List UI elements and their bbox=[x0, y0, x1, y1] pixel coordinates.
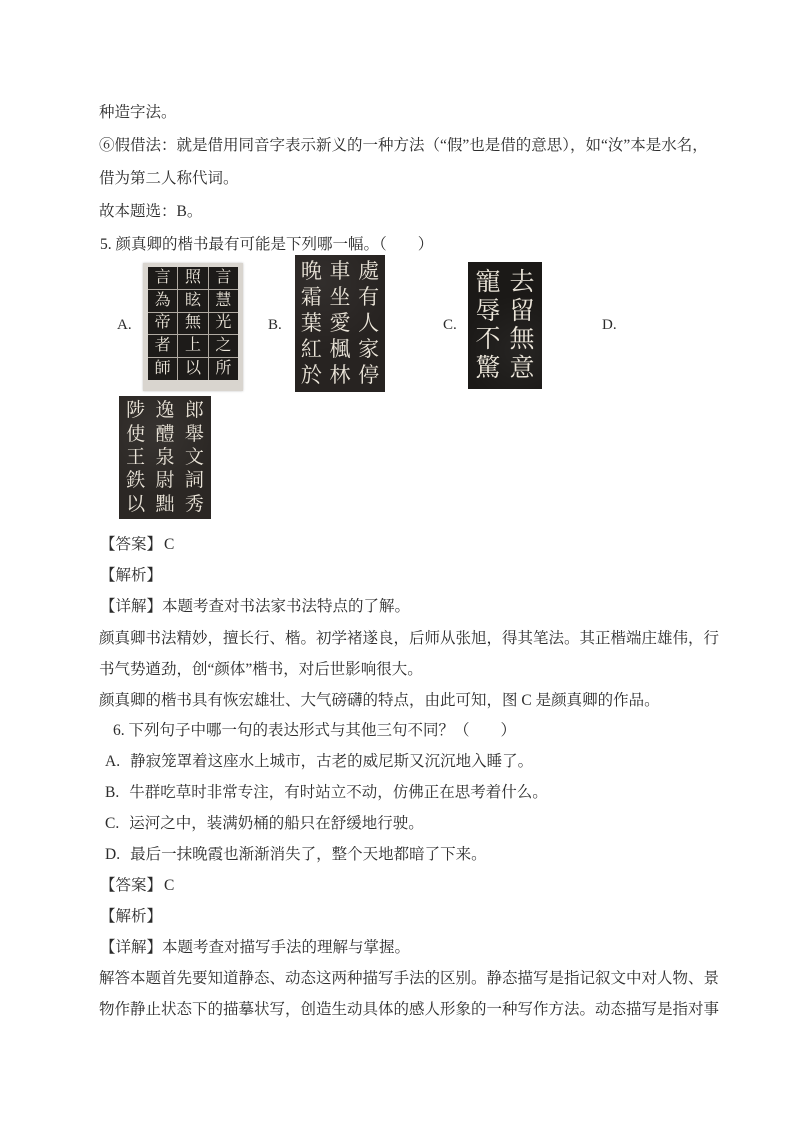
calligraphy-character: 帝 bbox=[148, 312, 177, 335]
q6-explanation-line-2: 物作静止状态下的描摹状写，创造生动具体的感人形象的一种写作方法。动态描写是指对事 bbox=[99, 1001, 720, 1018]
calligraphy-character: 以 bbox=[126, 493, 146, 515]
q5-answer-line bbox=[100, 536, 174, 554]
calligraphy-character: 楓 bbox=[329, 336, 351, 361]
calligraphy-character: 眩 bbox=[178, 289, 207, 312]
calligraphy-character: 不 bbox=[475, 326, 501, 354]
calligraphy-column bbox=[297, 259, 326, 388]
calligraphy-character: 照 bbox=[185, 268, 202, 286]
q6-option-c-label: C. bbox=[105, 815, 120, 832]
calligraphy-character: 詞 bbox=[184, 470, 204, 492]
calligraphy-character: 鉄 bbox=[126, 470, 146, 492]
q6-option-a-label: A. bbox=[105, 753, 121, 770]
calligraphy-character: 使 bbox=[126, 423, 146, 445]
calligraphy-character: 舉 bbox=[184, 423, 204, 445]
calligraphy-character: 紅 bbox=[300, 336, 322, 361]
calligraphy-column bbox=[326, 259, 355, 388]
calligraphy-character: 意 bbox=[509, 355, 535, 383]
calligraphy-character: 秀 bbox=[184, 493, 204, 515]
calligraphy-column bbox=[178, 267, 208, 380]
calligraphy-character: 有 bbox=[358, 285, 380, 310]
calligraphy-character: 坐 bbox=[329, 285, 351, 310]
calligraphy-character: 以 bbox=[178, 357, 207, 380]
calligraphy-character: 師 bbox=[148, 357, 177, 380]
calligraphy-character: 去 bbox=[509, 268, 535, 296]
calligraphy-character: 無 bbox=[178, 312, 207, 335]
q6-answer-label: 【答案】 bbox=[100, 877, 163, 894]
calligraphy-character: 處 bbox=[358, 259, 380, 284]
intro-line-2: ⑥假借法：就是借用同音字表示新义的一种方法（“假”也是借的意思），如“汝”本是水名， bbox=[99, 137, 708, 154]
q5-analysis-label: 【解析】 bbox=[100, 567, 163, 584]
calligraphy-character: 陟 bbox=[126, 400, 146, 422]
calligraphy-character: 言 bbox=[215, 268, 232, 286]
calligraphy-column bbox=[150, 399, 179, 516]
q5-calligraphy-image-d bbox=[119, 396, 211, 519]
calligraphy-character: 文 bbox=[184, 446, 204, 468]
q5-calligraphy-image-a bbox=[143, 263, 243, 391]
calligraphy-column bbox=[505, 268, 539, 383]
calligraphy-character: 愛 bbox=[329, 310, 351, 335]
q6-analysis-label: 【解析】 bbox=[100, 908, 163, 925]
calligraphy-column bbox=[354, 259, 383, 388]
calligraphy-character: 為 bbox=[148, 289, 177, 312]
calligraphy-character: 於 bbox=[300, 362, 322, 387]
q6-option-b bbox=[105, 784, 548, 802]
calligraphy-character: 家 bbox=[358, 336, 380, 361]
calligraphy-character: 言 bbox=[154, 268, 171, 286]
q5-option-c-label: C. bbox=[443, 317, 457, 333]
calligraphy-character: 郎 bbox=[184, 400, 204, 422]
q6-option-a bbox=[105, 753, 533, 771]
q6-answer-value: C bbox=[164, 877, 175, 894]
q5-explanation-line-2: 书气势遒劲，创“颜体”楷书，对后世影响很大。 bbox=[99, 661, 423, 678]
calligraphy-column bbox=[148, 267, 178, 380]
q6-detail-line: 【详解】本题考查对描写手法的理解与掌握。 bbox=[100, 939, 411, 956]
q5-calligraphy-image-c bbox=[468, 262, 542, 389]
calligraphy-character: 留 bbox=[509, 297, 535, 325]
q5-option-b-label: B. bbox=[268, 317, 282, 333]
calligraphy-character: 林 bbox=[329, 362, 351, 387]
calligraphy-character: 車 bbox=[329, 259, 351, 284]
calligraphy-column bbox=[121, 399, 150, 516]
calligraphy-character: 泉 bbox=[155, 446, 175, 468]
q6-option-b-text: 牛群吃草时非常专注，有时站立不动，仿佛正在思考着什么。 bbox=[129, 784, 548, 801]
q6-option-d-text: 最后一抹晚霞也渐渐消失了，整个天地都暗了下来。 bbox=[130, 846, 487, 863]
q5-detail-line: 【详解】本题考查对书法家书法特点的了解。 bbox=[100, 598, 411, 615]
calligraphy-character: 葉 bbox=[300, 310, 322, 335]
intro-line-1: 种造字法。 bbox=[99, 104, 177, 121]
calligraphy-character: 醴 bbox=[155, 423, 175, 445]
q6-explanation-line-1: 解答本题首先要知道静态、动态这两种描写手法的区别。静态描写是指记叙文中对人物、景 bbox=[99, 970, 720, 987]
q5-explanation-line-1: 颜真卿书法精妙，擅长行、楷。初学褚遂良，后师从张旭，得其笔法。其正楷端庄雄伟，行 bbox=[99, 630, 720, 647]
calligraphy-grid-panel bbox=[148, 267, 238, 380]
calligraphy-character: 慧 bbox=[209, 289, 238, 312]
calligraphy-column bbox=[180, 399, 209, 516]
q5-option-d-label: D. bbox=[602, 317, 617, 333]
calligraphy-character: 光 bbox=[209, 312, 238, 335]
q6-option-c-text: 运河之中，装满奶桶的船只在舒缓地行驶。 bbox=[129, 815, 424, 832]
calligraphy-character: 霜 bbox=[300, 285, 322, 310]
q5-answer-label: 【答案】 bbox=[100, 536, 163, 553]
q6-option-a-text: 静寂笼罩着这座水上城市，古老的威尼斯又沉沉地入睡了。 bbox=[130, 753, 534, 770]
q6-option-d-label: D. bbox=[105, 846, 121, 863]
calligraphy-character: 所 bbox=[209, 357, 238, 380]
intro-line-3: 借为第二人称代词。 bbox=[99, 170, 239, 187]
calligraphy-character: 逸 bbox=[155, 400, 175, 422]
q6-option-b-label: B. bbox=[105, 784, 120, 801]
q6-option-d bbox=[105, 846, 487, 864]
q5-option-a-label: A. bbox=[117, 317, 132, 333]
q6-option-c bbox=[105, 815, 424, 833]
calligraphy-character: 辱 bbox=[475, 297, 501, 325]
intro-line-4: 故本题选：B。 bbox=[99, 203, 203, 220]
calligraphy-character: 尉 bbox=[155, 470, 175, 492]
q5-calligraphy-image-b bbox=[295, 255, 385, 392]
calligraphy-character: 驚 bbox=[475, 355, 501, 383]
calligraphy-column bbox=[471, 268, 505, 383]
calligraphy-character: 晚 bbox=[300, 259, 322, 284]
calligraphy-character: 寵 bbox=[475, 268, 501, 296]
calligraphy-character: 無 bbox=[509, 326, 535, 354]
calligraphy-character: 上 bbox=[178, 334, 207, 357]
calligraphy-character: 之 bbox=[209, 334, 238, 357]
calligraphy-character: 者 bbox=[148, 334, 177, 357]
calligraphy-column bbox=[209, 267, 238, 380]
q5-answer-value: C bbox=[164, 536, 175, 553]
q6-answer-line bbox=[100, 877, 174, 895]
calligraphy-character: 人 bbox=[358, 310, 380, 335]
q6-stem: 6. 下列句子中哪一句的表达形式与其他三句不同？（ ） bbox=[113, 722, 517, 739]
q5-explanation-line-3: 颜真卿的楷书具有恢宏雄壮、大气磅礴的特点，由此可知，图 C 是颜真卿的作品。 bbox=[99, 692, 660, 709]
calligraphy-character: 黜 bbox=[155, 493, 175, 515]
calligraphy-character: 王 bbox=[126, 446, 146, 468]
q5-stem: 5. 颜真卿的楷书最有可能是下列哪一幅。（ ） bbox=[100, 236, 434, 253]
calligraphy-character: 停 bbox=[358, 362, 380, 387]
